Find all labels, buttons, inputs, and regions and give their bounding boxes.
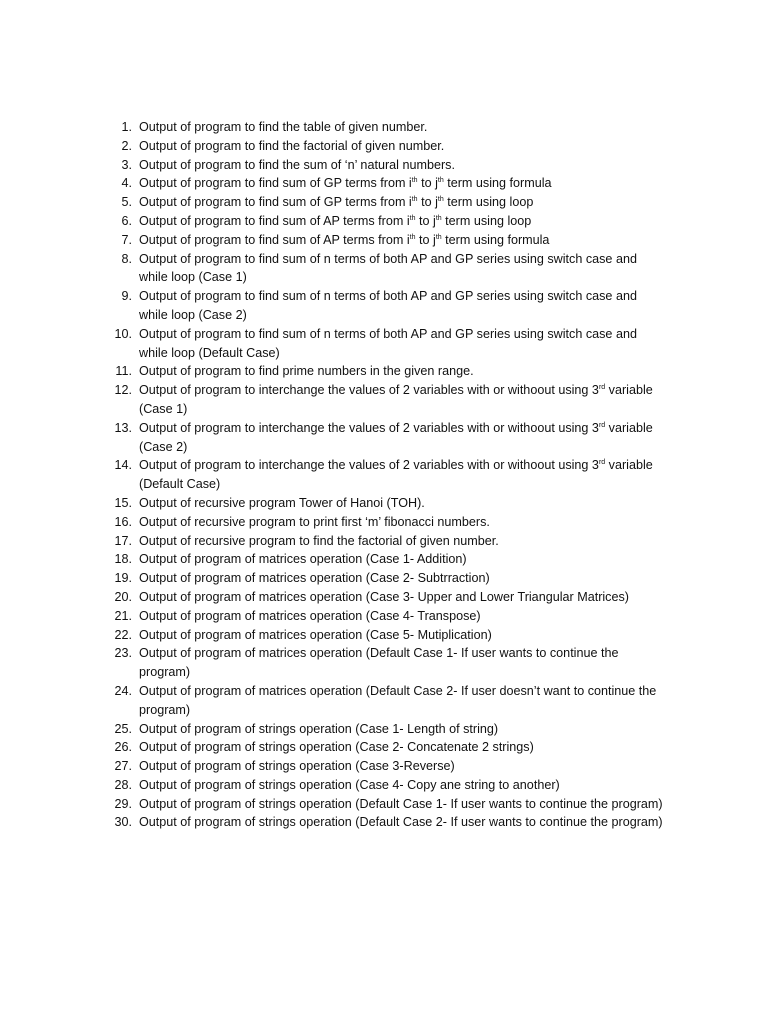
list-item	[108, 795, 668, 814]
list-item	[108, 588, 668, 607]
item-text	[139, 609, 481, 623]
item-number: 9.	[121, 289, 132, 304]
item-text	[139, 120, 427, 134]
list-item	[108, 174, 668, 193]
text-segment: Output of program of matrices operation (Case 2- Subtrraction)	[139, 571, 490, 586]
item-text	[139, 759, 455, 773]
superscript: rd	[598, 421, 606, 429]
list-item	[108, 626, 668, 645]
item-number: 4.	[121, 176, 132, 191]
text-segment: Output of program of matrices operation (Case 3- Upper and Lower Triangular Matrices)	[139, 589, 629, 604]
text-segment: term using loop	[443, 195, 534, 210]
text-segment: to j	[415, 232, 436, 247]
text-segment: variable (Case 2)	[139, 420, 653, 454]
item-number: 5.	[121, 195, 132, 210]
text-segment: Output of program of matrices operation (Case 4- Transpose)	[139, 608, 481, 623]
superscript: th	[411, 177, 418, 185]
item-number: 22.	[114, 627, 132, 642]
text-segment: Output of program to find sum of GP terms from i	[139, 195, 412, 210]
item-number: 21.	[114, 608, 132, 623]
item-number: 6.	[121, 213, 132, 228]
list-item	[108, 250, 668, 288]
item-text	[139, 646, 619, 679]
item-number: 10.	[114, 326, 132, 341]
item-text	[139, 176, 552, 190]
text-segment: Output of recursive program to find the factorial of given number.	[139, 533, 499, 548]
text-segment: Output of program of matrices operation (Case 1- Addition)	[139, 552, 467, 567]
text-segment: Output of program to find the sum of ‘n’ natural numbers.	[139, 157, 455, 172]
text-segment: Output of program of matrices operation (Default Case 1- If user wants to continue the program)	[139, 646, 619, 680]
list-item	[108, 682, 668, 720]
item-number: 26.	[114, 740, 132, 755]
list-item	[108, 231, 668, 250]
superscript: th	[409, 233, 416, 241]
list-item	[108, 494, 668, 513]
superscript: rd	[598, 459, 606, 467]
item-text	[139, 740, 534, 754]
list-item	[108, 813, 668, 832]
list-item	[108, 419, 668, 457]
item-number: 3.	[121, 157, 132, 172]
superscript: th	[435, 233, 442, 241]
item-text	[139, 534, 499, 548]
text-segment: Output of program of strings operation (Default Case 1- If user wants to continue the program)	[139, 796, 663, 811]
superscript: rd	[598, 384, 606, 392]
superscript: th	[435, 214, 442, 222]
item-number: 12.	[114, 383, 132, 398]
item-text	[139, 515, 490, 529]
superscript: th	[437, 196, 444, 204]
item-number: 24.	[114, 683, 132, 698]
item-number: 7.	[121, 232, 132, 247]
text-segment: Output of program to find the table of given number.	[139, 120, 428, 134]
list-item	[108, 193, 668, 212]
list-item	[108, 776, 668, 795]
text-segment: to j	[417, 176, 438, 191]
item-text	[139, 383, 653, 416]
item-text	[139, 158, 455, 172]
item-text	[139, 628, 492, 642]
list-item	[108, 325, 668, 363]
list-item	[108, 569, 668, 588]
text-segment: Output of program to find sum of AP terms from i	[139, 232, 410, 247]
list-item	[108, 550, 668, 569]
text-segment: Output of program to find sum of n terms of both AP and GP series using switch case and while loop (Case 1)	[139, 251, 637, 285]
list-item	[108, 757, 668, 776]
text-segment: Output of program to find the factorial of given number.	[139, 138, 445, 153]
item-text	[139, 571, 490, 585]
item-number: 1.	[121, 120, 132, 134]
text-segment: Output of program to interchange the values of 2 variables with or withoout using 3	[139, 458, 599, 473]
text-segment: Output of program to find sum of AP terms from i	[139, 213, 410, 228]
item-number: 29.	[114, 796, 132, 811]
list-item	[108, 456, 668, 494]
list-item	[108, 156, 668, 175]
text-segment: Output of recursive program Tower of Hanoi (TOH).	[139, 495, 425, 510]
list-item	[108, 137, 668, 156]
list-item	[108, 212, 668, 231]
item-text	[139, 421, 653, 454]
item-text	[139, 214, 531, 228]
list-item	[108, 362, 668, 381]
item-text	[139, 458, 653, 491]
text-segment: term using formula	[441, 232, 550, 247]
list-item	[108, 118, 668, 137]
text-segment: to j	[417, 195, 438, 210]
item-text	[139, 139, 444, 153]
item-number: 11.	[115, 364, 132, 379]
text-segment: Output of program to interchange the values of 2 variables with or withoout using 3	[139, 420, 599, 435]
text-segment: Output of program of strings operation (Default Case 2- If user wants to continue the program)	[139, 815, 663, 830]
item-number: 27.	[114, 759, 132, 774]
item-text	[139, 327, 637, 360]
item-number: 23.	[114, 646, 132, 661]
item-text	[139, 815, 663, 829]
text-segment: variable (Default Case)	[139, 458, 653, 492]
item-number: 18.	[114, 552, 132, 567]
item-text	[139, 722, 498, 736]
list-item	[108, 720, 668, 739]
superscript: th	[411, 196, 418, 204]
text-segment: Output of program to interchange the values of 2 variables with or withoout using 3	[139, 383, 599, 398]
item-number: 30.	[114, 815, 132, 830]
item-number: 8.	[121, 251, 132, 266]
item-number: 14.	[114, 458, 132, 473]
text-segment: Output of program of strings operation (Case 1- Length of string)	[139, 721, 499, 736]
text-segment: term using formula	[443, 176, 552, 191]
item-text	[139, 233, 549, 247]
list-item	[108, 381, 668, 419]
item-text	[139, 195, 533, 209]
text-segment: Output of program to find prime numbers in the given range.	[139, 364, 474, 379]
item-number: 2.	[121, 138, 132, 153]
item-number: 19.	[114, 571, 132, 586]
text-segment: Output of program of matrices operation (Default Case 2- If user doesn’t want to continue the program)	[139, 683, 657, 717]
item-text	[139, 797, 663, 811]
text-segment: Output of program of strings operation (Case 4- Copy ane string to another)	[139, 777, 560, 792]
item-number: 15.	[114, 495, 132, 510]
item-text	[139, 289, 637, 322]
item-text	[139, 364, 474, 378]
item-number: 25.	[114, 721, 132, 736]
list-item	[108, 607, 668, 626]
item-text	[139, 252, 637, 285]
item-text	[139, 590, 629, 604]
item-text	[139, 684, 656, 717]
item-number: 20.	[114, 589, 132, 604]
text-segment: to j	[415, 213, 436, 228]
item-number: 16.	[114, 514, 132, 529]
item-text	[139, 552, 467, 566]
text-segment: Output of program of matrices operation (Case 5- Mutiplication)	[139, 627, 492, 642]
item-text	[139, 778, 560, 792]
text-segment: Output of program to find sum of GP terms from i	[139, 176, 412, 191]
item-number: 17.	[114, 533, 132, 548]
list-item	[108, 738, 668, 757]
text-segment: term using loop	[441, 213, 532, 228]
item-text	[139, 496, 425, 510]
superscript: th	[409, 214, 416, 222]
text-segment: Output of program to find sum of n terms of both AP and GP series using switch case and while loop (Default Case)	[139, 326, 637, 360]
text-segment: Output of recursive program to print first ‘m’ fibonacci numbers.	[139, 514, 490, 529]
list-item	[108, 513, 668, 532]
item-number: 28.	[114, 777, 132, 792]
list-item	[108, 644, 668, 682]
text-segment: Output of program to find sum of n terms of both AP and GP series using switch case and while loop (Case 2)	[139, 289, 637, 322]
item-number: 13.	[114, 420, 132, 435]
text-segment: variable (Case 1)	[139, 383, 653, 416]
list-item	[108, 532, 668, 551]
text-segment: Output of program of strings operation (Case 2- Concatenate 2 strings)	[139, 740, 534, 755]
superscript: th	[437, 177, 444, 185]
program-output-list	[108, 118, 668, 832]
list-item	[108, 287, 668, 325]
text-segment: Output of program of strings operation (Case 3-Reverse)	[139, 759, 455, 774]
